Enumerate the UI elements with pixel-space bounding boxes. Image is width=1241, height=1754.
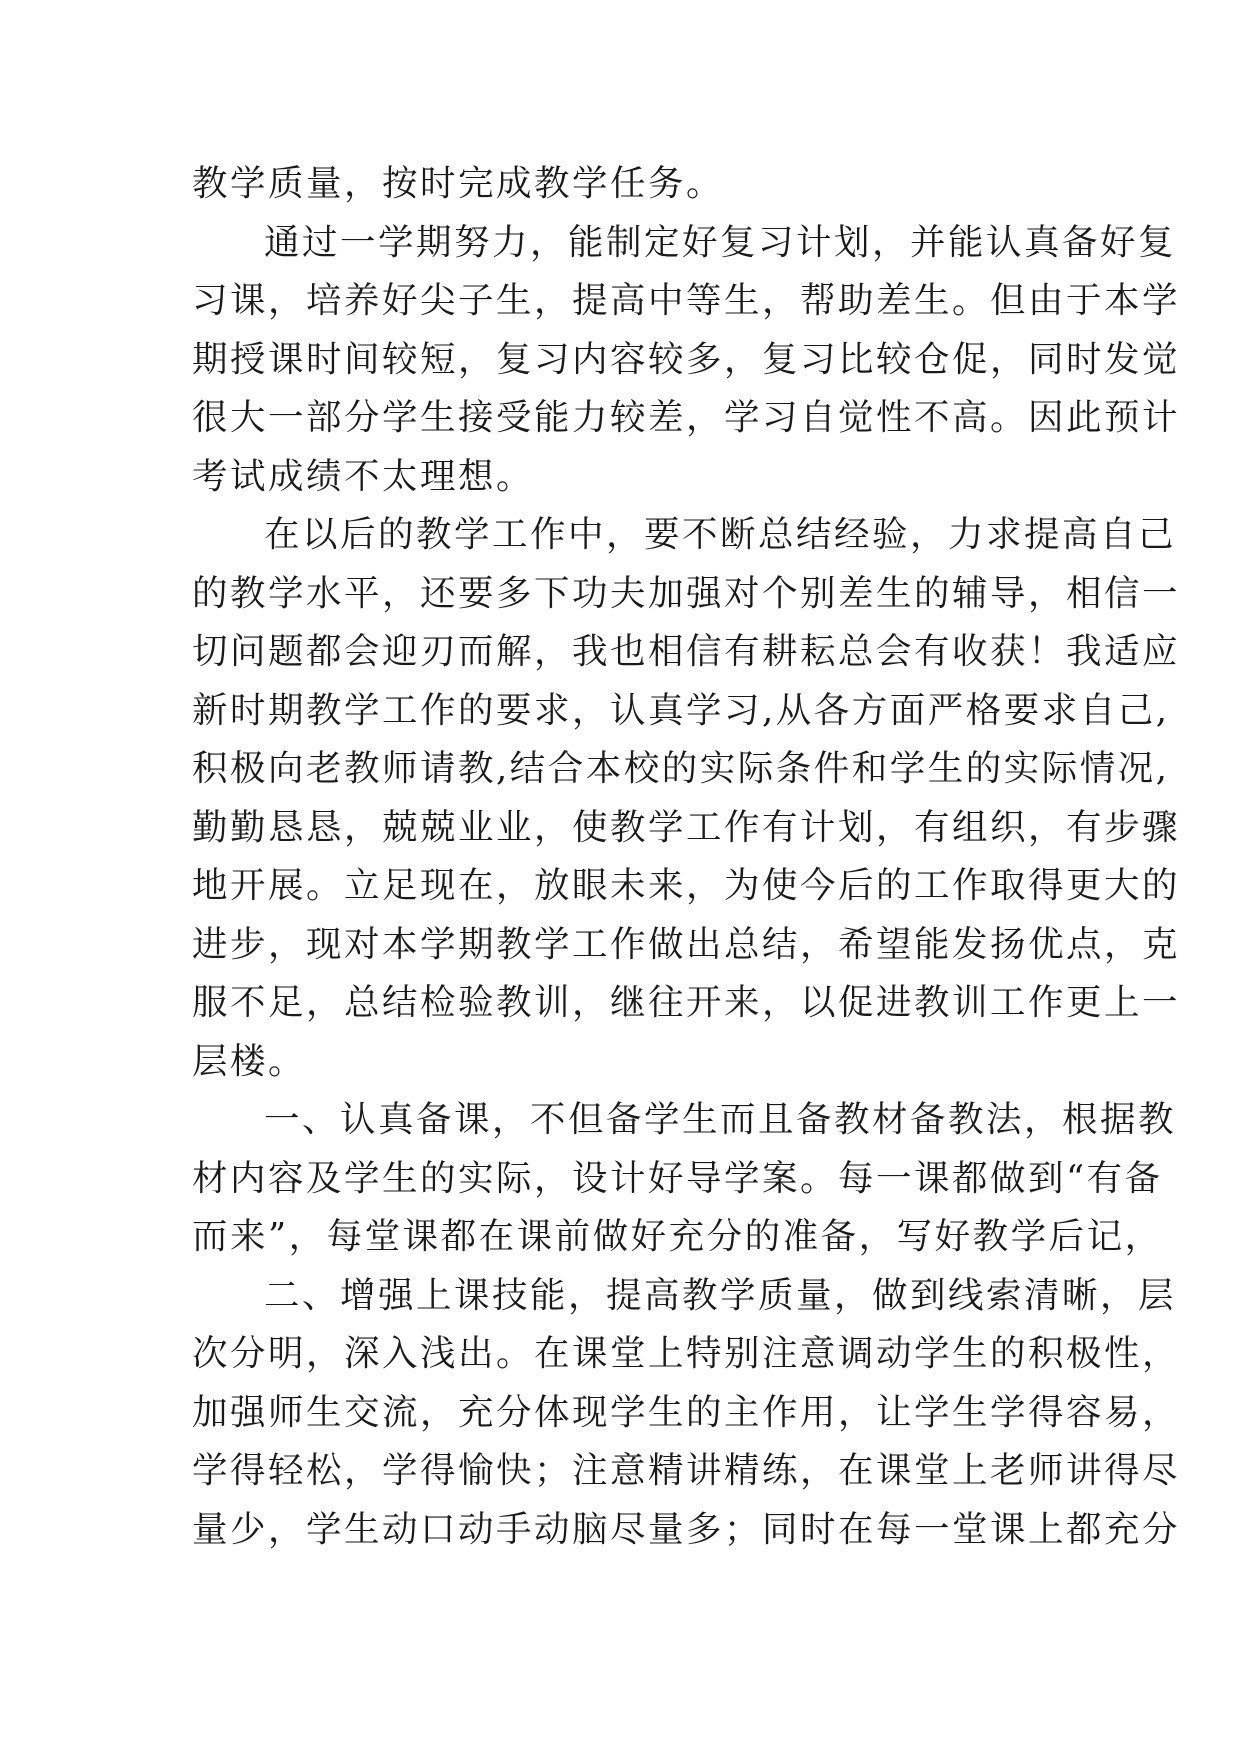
paragraph-first-line: 二、增强上课技能，提高教学质量，做到线索清晰，层: [264, 1274, 1177, 1316]
text-line: 习课，培养好尖子生，提高中等生，帮助差生。但由于本学: [192, 280, 1181, 321]
text-line: 地开展。立足现在，放眼未来，为使今后的工作取得更大的: [192, 865, 1181, 906]
text-line: 期授课时间较短，复习内容较多，复习比较仓促，同时发觉: [192, 338, 1181, 380]
text-line: 教学质量，按时完成教学任务。: [192, 163, 725, 204]
text-line: 次分明，深入浅出。在课堂上特别注意调动学生的积极性，: [192, 1333, 1181, 1374]
document-body: [192, 155, 1181, 1559]
text-line: 学得轻松，学得愉快；注意精讲精练，在课堂上老师讲得尽: [192, 1450, 1181, 1491]
text-line: 加强师生交流，充分体现学生的主作用，让学生学得容易，: [192, 1391, 1181, 1433]
text-line: 而来”，每堂课都在课前做好充分的准备，写好教学后记，: [192, 1216, 1163, 1257]
paragraph-first-line: 在以后的教学工作中，要不断总结经验，力求提高自己: [264, 514, 1177, 555]
text-line: 层楼。: [192, 1040, 307, 1082]
text-line: 考试成绩不太理想。: [192, 455, 535, 497]
text-line: 很大一部分学生接受能力较差，学习自觉性不高。因此预计: [192, 397, 1181, 438]
text-line: 积极向老教师请教,结合本校的实际条件和学生的实际情况,: [192, 748, 1170, 789]
text-line: 材内容及学生的实际，设计好导学案。每一课都做到“有备: [192, 1157, 1163, 1199]
paragraph-first-line: 一、认真备课，不但备学生而且备教材备教法，根据教: [264, 1099, 1177, 1140]
text-line: 的教学水平，还要多下功夫加强对个别差生的辅导，相信一: [192, 572, 1181, 614]
text-line: 进步，现对本学期教学工作做出总结，希望能发扬优点，克: [192, 923, 1181, 965]
text-line: 新时期教学工作的要求，认真学习,从各方面严格要求自己,: [192, 689, 1170, 731]
text-line: 勤勤恳恳，兢兢业业，使教学工作有计划，有组织，有步骤: [192, 806, 1181, 848]
text-line: 服不足，总结检验教训，继往开来，以促进教训工作更上一: [192, 982, 1181, 1023]
text-line: 切问题都会迎刃而解，我也相信有耕耘总会有收获！我适应: [192, 631, 1181, 672]
paragraph-first-line: 通过一学期努力，能制定好复习计划，并能认真备好复: [264, 221, 1177, 263]
text-line: 量少，学生动口动手动脑尽量多；同时在每一堂课上都充分: [192, 1508, 1181, 1550]
